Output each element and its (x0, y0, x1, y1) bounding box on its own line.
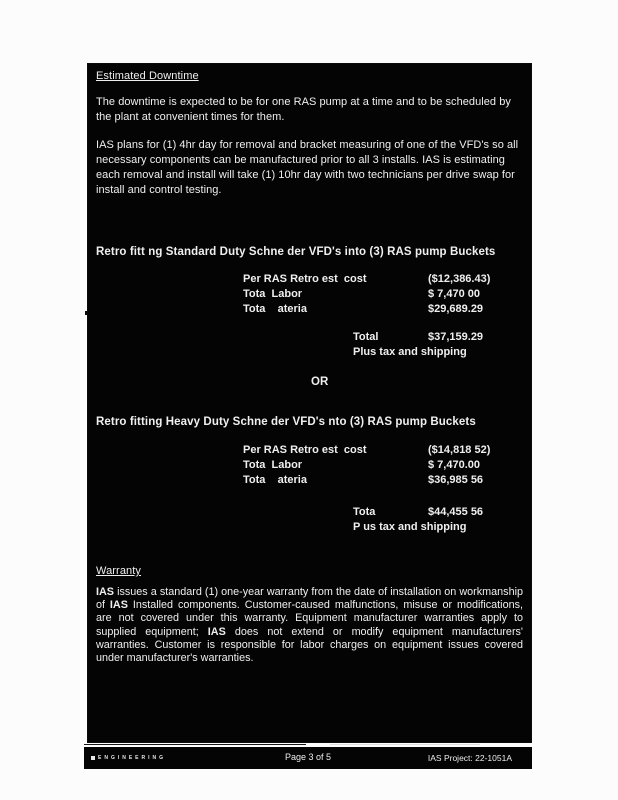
paragraph-downtime: The downtime is expected to be for one RAS pump at a time and to be scheduled by the plant at convenient times for them. (96, 96, 511, 123)
option1-cost-table (243, 272, 523, 317)
option2-cost-table (243, 443, 523, 488)
cost-value: ($12,386.43) (428, 273, 491, 285)
scan-artifact-line (330, 744, 480, 745)
company-logo-text: ENGINEERING (98, 755, 167, 761)
cost-value: ($14,818 52) (428, 444, 491, 456)
table-row (243, 473, 523, 488)
table-row (243, 272, 523, 287)
cost-label: Per RAS Retro est cost (243, 273, 367, 285)
warranty-bold-ias: IAS (96, 586, 114, 598)
cost-label: Tota Labor (243, 288, 303, 300)
paragraph-install-plan: IAS plans for (1) 4hr day for removal and bracket measuring of one of the VFD's so all necessary components can be manufactured prior to all 3 installs. IAS is estimating each removal and install will take (1) 10hr day with two technicians per drive swap for install and control testing. (96, 139, 519, 196)
option2-tax-note: P us tax and shipping (353, 521, 467, 533)
warranty-text: does not extend or modify equipment manufacturers' warranties. Customer is responsible for labor charges on equipment issues covered under manufacturer's warranties. (96, 625, 523, 665)
page-number: Page 3 of 5 (284, 752, 332, 762)
option1-heading: Retro fitt ng Standard Duty Schne der VFD's into (3) RAS pump Buckets (96, 246, 496, 258)
or-divider: OR (311, 376, 329, 388)
total-value: $37,159.29 (428, 331, 484, 343)
table-row (243, 458, 523, 473)
total-label: Tota (353, 506, 376, 518)
option1-total-row (353, 330, 523, 345)
warranty-text: Installed components. Customer-caused malfunctions, misuse or modifications, are not covered under this warranty. Equipment manufacturer warranties apply to supplied equipment; (96, 599, 523, 638)
total-label: Total (353, 331, 379, 343)
scan-speck (85, 311, 88, 315)
cost-label: Tota Labor (243, 459, 303, 471)
section-heading-warranty: Warranty (96, 565, 142, 577)
cost-label: Tota ateria (243, 474, 307, 486)
warranty-bold-ias: IAS (207, 625, 226, 638)
table-row (243, 443, 523, 458)
option2-heading: Retro fitting Heavy Duty Schne der VFD's nto (3) RAS pump Buckets (96, 416, 476, 428)
section-heading-estimated-downtime: Estimated Downtime (96, 70, 199, 82)
cost-label: Tota ateria (243, 303, 307, 315)
company-logo (91, 755, 166, 761)
warranty-bold-ias: IAS (109, 599, 128, 612)
cost-value: $29,689.29 (428, 303, 484, 315)
table-row (243, 302, 523, 317)
cost-value: $36,985 56 (428, 474, 484, 486)
option2-total-row (353, 505, 523, 520)
page-footer (84, 747, 532, 769)
warranty-text: issues a standard (1) one-year warranty from the date of installation on workmanship of (96, 586, 523, 612)
logo-mark-icon (91, 756, 95, 760)
paragraph-warranty (96, 586, 523, 665)
scan-artifact-line (84, 744, 306, 745)
cost-label: Per RAS Retro est cost (243, 444, 367, 456)
project-number: IAS Project: 22-1051A (427, 753, 512, 763)
cost-value: $ 7,470.00 (428, 459, 480, 471)
document-content (88, 64, 531, 742)
cost-value: $ 7,470 00 (428, 288, 480, 300)
table-row (243, 287, 523, 302)
option1-tax-note: Plus tax and shipping (353, 346, 467, 358)
total-value: $44,455 56 (428, 506, 484, 518)
